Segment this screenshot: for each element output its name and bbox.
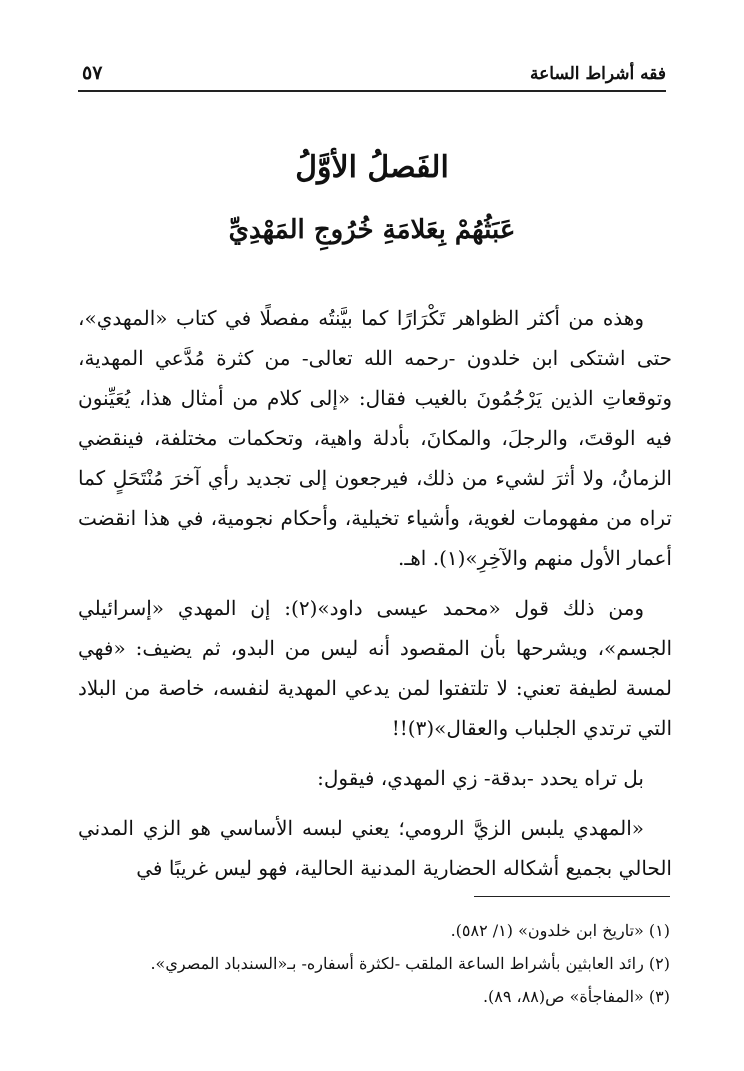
page-header	[78, 62, 666, 92]
running-title: فقه أشراط الساعة	[530, 64, 666, 84]
body-text	[78, 298, 672, 898]
paragraph: ومن ذلك قول «محمد عيسى داود»(٢): إن المهدي «إسرائيلي الجسم»، ويشرحها بأن المقصود أنه ليس من البدو، ثم يضيف: «فهي لمسة لطيفة تعني: لا تلتفتوا لمن يدعي المهدية لنفسه، خاصة من البلاد التي ترتدي الجلباب والعقال»(٣)!!	[78, 596, 672, 740]
chapter-subtitle: عَبَثُهُمْ بِعَلامَةِ خُرُوجِ المَهْدِيِّ	[228, 215, 516, 245]
footnote-divider	[474, 896, 670, 897]
footnote: (٣) «المفاجأة» ص(٨٨، ٨٩).	[482, 987, 670, 1006]
chapter-title: الفَصلُ الأوَّلُ	[295, 150, 449, 185]
footnotes	[78, 914, 670, 1013]
footnote: (١) «تاريخ ابن خلدون» (١/ ٥٨٢).	[450, 921, 670, 940]
paragraph: وهذه من أكثر الظواهر تَكْرَارًا كما بيَّنتُه مفصلًا في كتاب «المهدي»، حتى اشتكى ابن خلدون -رحمه الله تعالى- من كثرة مُدَّعي المهدية، وتوقعاتِ الذين يَرْجُمُونَ بالغيب فقال: «إلى كلام من أمثال هذا، يُعَيِّنون فيه الوقتَ، والرجلَ، والمكانَ، بأدلة واهية، وتحكمات مختلفة، فينقضي الزمانُ، ولا أثرَ لشيء من ذلك، فيرجعون إلى تجديد رأي آخرَ مُنْتَحَلٍ كما تراه من مفهومات لغوية، وأشياء تخيلية، وأحكام نجومية، في هذا انقضت أعمار الأول منهم والآخِرِ»(١). اهـ.	[78, 306, 672, 570]
page-number: ٥٧	[82, 62, 103, 84]
paragraph: بل تراه يحدد -بدقة- زي المهدي، فيقول:	[317, 766, 644, 790]
paragraph: «المهدي يلبس الزيَّ الرومي؛ يعني لبسه الأساسي هو الزي المدني الحالي بجميع أشكاله الحضارية المدنية الحالية، فهو ليس غريبًا في	[78, 816, 672, 880]
footnote: (٢) رائد العابثين بأشراط الساعة الملقب -لكثرة أسفاره- بـ«السندباد المصري».	[150, 954, 670, 973]
